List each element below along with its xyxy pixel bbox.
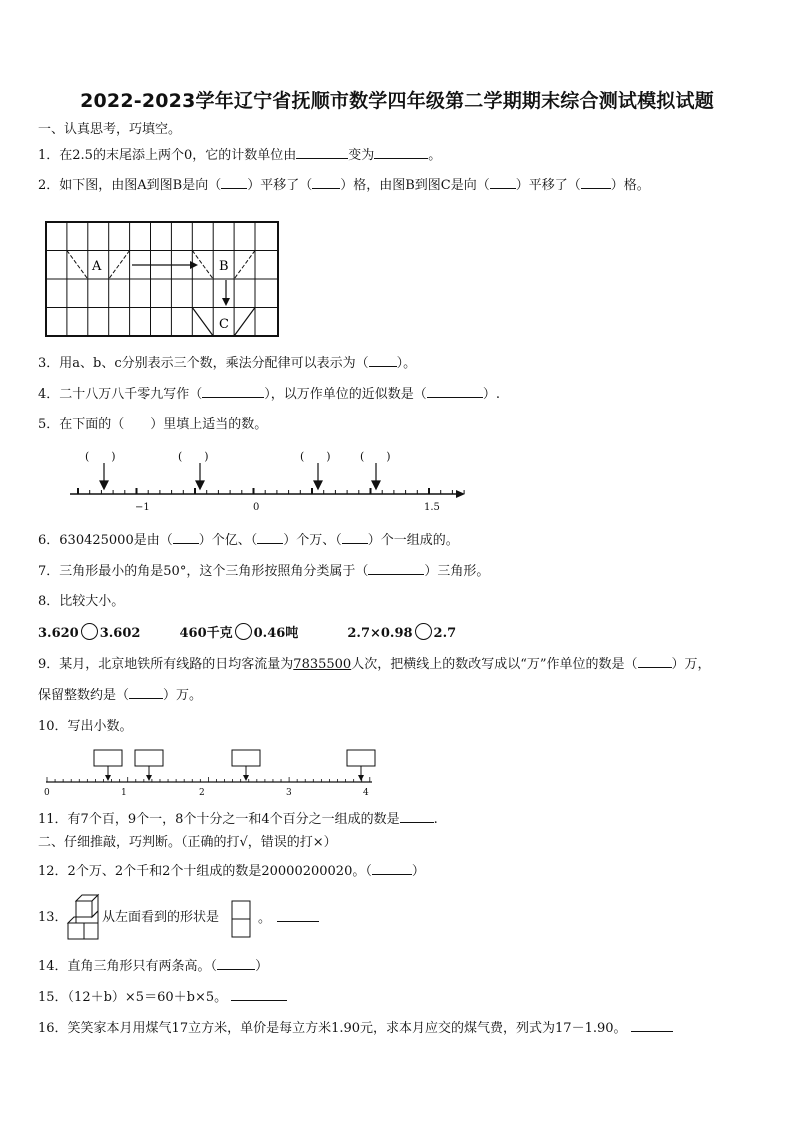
- q16-text: 笑笑家本月用煤气17立方米，单价是每立方米1.90元，求本月应交的煤气费，列式为17－1.90。: [67, 1021, 627, 1036]
- q11-number: 11．: [38, 812, 68, 827]
- q5-paren-1: ( ): [85, 450, 116, 463]
- cube-stack-icon: [66, 891, 100, 943]
- q9-number: 9．: [38, 657, 60, 672]
- question-15: [38, 988, 287, 1007]
- q8-b-left: 460千克: [179, 626, 233, 641]
- q15-blank[interactable]: [231, 988, 287, 1001]
- q9-text-b: 人次，把横线上的数改写成以“万”作单位的数是（: [351, 657, 638, 672]
- q4-text-c: ）.: [482, 387, 500, 402]
- question-9: [38, 655, 711, 674]
- question-11: [38, 810, 438, 829]
- q2-blank-4[interactable]: [581, 176, 611, 189]
- q10-answer-box-1[interactable]: [94, 750, 122, 766]
- q8-circle-1[interactable]: [81, 623, 98, 640]
- q13-text-a: 从左面看到的形状是: [102, 910, 220, 925]
- arrow-a-to-b: [132, 261, 198, 269]
- q9-text-a: 某月，北京地铁所有线路的日均客流量为: [59, 657, 294, 672]
- question-13-text: [102, 909, 219, 927]
- shape-a-label: A: [92, 259, 102, 274]
- q7-text-b: ）三角形。: [424, 564, 490, 579]
- q12-blank[interactable]: [372, 862, 412, 875]
- q2-text-c: ）格，由图B到图C是向（: [340, 178, 490, 193]
- q2-blank-1[interactable]: [221, 176, 247, 189]
- q9-blank-2[interactable]: [129, 686, 163, 699]
- q4-blank-2[interactable]: [427, 385, 483, 398]
- q6-text-b: ）个亿、（: [198, 533, 258, 548]
- q5-label-1-5: 1.5: [424, 502, 440, 513]
- q1-text-b: 变为: [348, 148, 375, 163]
- shape-b: [192, 251, 255, 280]
- left-view-shape-icon: [230, 899, 254, 941]
- q10-text: 写出小数。: [67, 719, 133, 734]
- q14-end: ）: [255, 959, 269, 974]
- q15-text: （12＋b）×5＝60＋b×5。: [67, 990, 228, 1005]
- q2-text-b: ）平移了（: [247, 178, 313, 193]
- shape-c: [192, 308, 255, 337]
- q6-text-d: ）个一组成的。: [367, 533, 459, 548]
- q8-comparisons: [38, 623, 456, 643]
- q9-text-d: 保留整数约是（: [38, 688, 130, 703]
- question-7: [38, 562, 489, 581]
- q9-text-e: ）万。: [163, 688, 203, 703]
- q13-blank[interactable]: [277, 909, 319, 922]
- q5-paren-4: ( ): [360, 450, 391, 463]
- q8-c-left: 2.7×0.98: [347, 626, 413, 641]
- q2-number: 2．: [38, 178, 60, 193]
- q10-answer-box-2[interactable]: [135, 750, 163, 766]
- q2-text-a: 如下图，由图A到图B是向（: [59, 178, 222, 193]
- question-13-end: [258, 909, 319, 928]
- q10-tick-3: 3: [286, 788, 292, 798]
- translation-grid-figure: [44, 220, 282, 340]
- q14-blank[interactable]: [217, 957, 255, 970]
- section-2-heading: 二、仔细推敲，巧判断。（正确的打√，错误的打×）: [38, 835, 337, 850]
- q8-b-right: 0.46吨: [253, 626, 299, 641]
- question-9-line-2: [38, 686, 202, 705]
- q5-number: 5．: [38, 417, 60, 432]
- q5-label-neg1: −1: [135, 502, 150, 513]
- q3-end: ）。: [396, 356, 417, 371]
- q1-blank-2[interactable]: [374, 146, 428, 159]
- q7-blank[interactable]: [368, 562, 424, 575]
- q12-number: 12．: [38, 864, 68, 879]
- q3-text: 用a、b、c分别表示三个数，乘法分配律可以表示为（: [59, 356, 369, 371]
- q7-text-a: 三角形最小的角是50°，这个三角形按照角分类属于（: [59, 564, 369, 579]
- question-14: [38, 957, 268, 976]
- q1-text-a: 在2.5的末尾添上两个0，它的计数单位由: [59, 148, 297, 163]
- q10-tick-4: 4: [363, 788, 369, 798]
- question-2: [38, 176, 650, 195]
- q4-number: 4．: [38, 387, 60, 402]
- arrow-b-to-c: [222, 280, 230, 306]
- q10-tick-2: 2: [199, 788, 205, 798]
- q2-text-e: ）格。: [610, 178, 650, 193]
- q11-end: .: [433, 812, 438, 827]
- question-12: [38, 862, 425, 881]
- q2-blank-3[interactable]: [490, 176, 516, 189]
- shape-b-label: B: [219, 259, 229, 274]
- q14-number: 14．: [38, 959, 68, 974]
- q6-blank-1[interactable]: [173, 531, 199, 544]
- q1-number: 1．: [38, 148, 60, 163]
- q5-paren-3: ( ): [300, 450, 331, 463]
- q5-text: 在下面的（ ）里填上适当的数。: [59, 417, 268, 432]
- page-title: 2022-2023学年辽宁省抚顺市数学四年级第二学期期末综合测试模拟试题: [80, 90, 714, 112]
- question-4: [38, 385, 500, 404]
- question-3: [38, 354, 416, 373]
- q6-text-c: ）个万、（: [283, 533, 342, 548]
- q3-blank[interactable]: [369, 354, 397, 367]
- question-6: [38, 531, 459, 550]
- q6-number: 6．: [38, 533, 60, 548]
- q10-tick-1: 1: [121, 788, 127, 798]
- number-line-q10: [42, 746, 382, 798]
- q8-circle-3[interactable]: [415, 623, 432, 640]
- q8-c-right: 2.7: [433, 626, 457, 641]
- q4-text-b: ），以万作单位的近似数是（: [264, 387, 427, 402]
- q9-underlined-number: 7835500: [293, 657, 352, 672]
- question-13-number: 13．: [38, 910, 68, 925]
- shape-a: [67, 251, 130, 280]
- q16-number: 16．: [38, 1021, 68, 1036]
- q14-text: 直角三角形只有两条高。（: [67, 959, 218, 974]
- q11-text: 有7个百，9个一，8个十分之一和4个百分之一组成的数是: [67, 812, 400, 827]
- q5-label-0: 0: [253, 502, 260, 513]
- q6-blank-3[interactable]: [342, 531, 368, 544]
- q12-end: ）: [411, 864, 425, 879]
- number-line-q5: [60, 445, 470, 517]
- q10-number: 10．: [38, 719, 68, 734]
- q4-blank-1[interactable]: [202, 385, 264, 398]
- q2-text-d: ）平移了（: [515, 178, 581, 193]
- question-8: [38, 593, 124, 611]
- q10-answer-box-3[interactable]: [232, 750, 260, 766]
- q9-blank-1[interactable]: [638, 655, 672, 668]
- q6-text-a: 630425000是由（: [59, 533, 173, 548]
- question-16: [38, 1019, 673, 1038]
- question-5: [38, 416, 267, 434]
- q12-text: 2个万、2个千和2个十组成的数是20000200020。（: [67, 864, 372, 879]
- q8-a-right: 3.602: [99, 626, 141, 641]
- q1-blank-1[interactable]: [296, 146, 348, 159]
- q1-text-c: 。: [428, 148, 442, 163]
- q9-text-c: ）万，: [671, 657, 711, 672]
- q4-text-a: 二十八万八千零九写作（: [59, 387, 203, 402]
- question-10: [38, 718, 133, 736]
- q13-text-b: 。: [258, 911, 272, 926]
- q7-number: 7．: [38, 564, 60, 579]
- q10-answer-box-4[interactable]: [347, 750, 375, 766]
- q3-number: 3．: [38, 356, 60, 371]
- section-1-heading: 一、认真思考，巧填空。: [38, 122, 182, 137]
- q8-number: 8．: [38, 594, 60, 609]
- q8-circle-2[interactable]: [235, 623, 252, 640]
- q6-blank-2[interactable]: [257, 531, 283, 544]
- question-1: [38, 146, 441, 165]
- q8-a-left: 3.620: [38, 626, 79, 641]
- q16-blank[interactable]: [631, 1019, 673, 1032]
- q15-number: 15．: [38, 990, 68, 1005]
- q2-blank-2[interactable]: [312, 176, 340, 189]
- q10-tick-0: 0: [44, 788, 50, 798]
- q8-text: 比较大小。: [59, 594, 125, 609]
- q11-blank[interactable]: [400, 810, 434, 823]
- shape-c-label: C: [219, 317, 229, 332]
- q5-paren-2: ( ): [178, 450, 209, 463]
